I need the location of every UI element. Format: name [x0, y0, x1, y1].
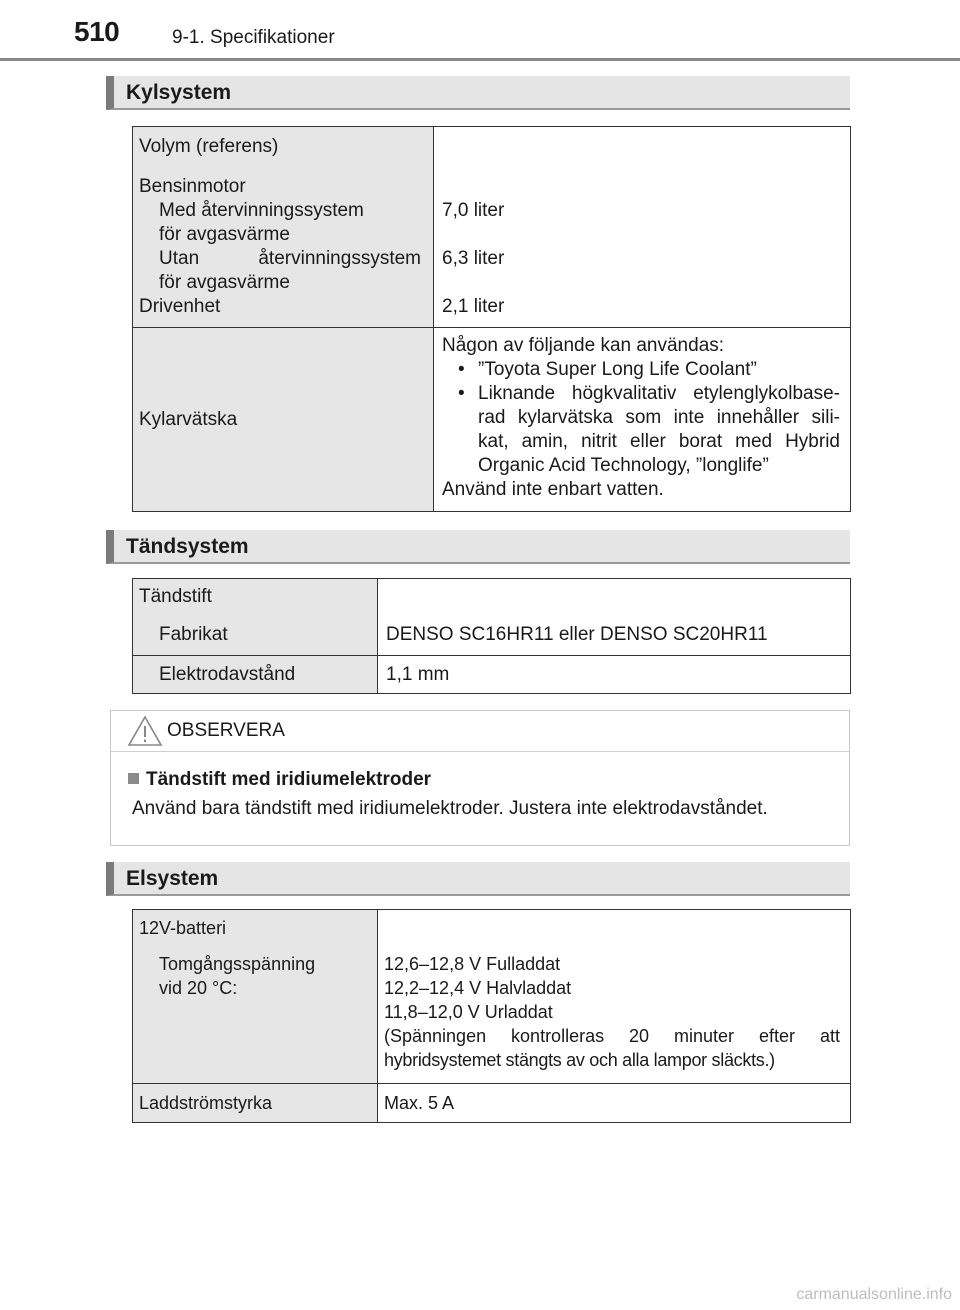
notice-item-text: Använd bara tändstift med iridiumelektroder. Justera inte elektrodavståndet.: [132, 798, 768, 819]
coolant-value-cell: [434, 328, 851, 512]
watermark: carmanualsonline.info: [796, 1286, 952, 1303]
gap-label-cell: [133, 656, 378, 694]
drive-unit-value: 2,1 liter: [442, 296, 505, 317]
section-cooling: [106, 76, 850, 110]
with-recovery-value: 7,0 liter: [442, 200, 505, 221]
cooling-volume-value-cell: [434, 127, 851, 328]
section-ignition-title: Tändsystem: [126, 535, 249, 558]
spark-plug-value-cell: [378, 579, 851, 656]
idle-voltage-label: Tomgångsspänning: [159, 954, 316, 974]
coolant-warning: Använd inte enbart vatten.: [442, 479, 664, 500]
chapter-title: 9-1. Specifikationer: [172, 27, 335, 48]
notice-header: [111, 711, 849, 752]
spark-plug-label: Tändstift: [139, 586, 212, 607]
gap-value: 1,1 mm: [386, 663, 450, 685]
idle-voltage-label-2: vid 20 °C:: [159, 978, 238, 998]
voltage-note-line-2: hybridsystemet stängts av och alla lampor släckts.): [384, 1050, 775, 1070]
page-number: 510: [74, 16, 120, 47]
battery-label-cell: [133, 910, 378, 1084]
cooling-table: [132, 126, 851, 512]
charge-value: Max. 5 A: [384, 1093, 455, 1113]
notice-box: [110, 710, 850, 846]
charge-label-cell: [133, 1084, 378, 1123]
spark-plug-label-cell: [133, 579, 378, 656]
charge-value-cell: [378, 1084, 851, 1123]
battery-label: 12V-batteri: [139, 918, 227, 938]
coolant-bullet-2-line-2: rad kylarvätska som inte innehåller sili-: [478, 407, 840, 428]
table-row: [133, 656, 851, 694]
coolant-bullet-1-text: ”Toyota Super Long Life Coolant”: [478, 359, 757, 380]
voltage-half: 12,2–12,4 V Halvladdat: [384, 978, 572, 998]
charge-label: Laddströmstyrka: [139, 1093, 273, 1113]
with-recovery-label: Med återvinningssystem: [159, 200, 364, 221]
bullet-icon: •: [458, 383, 465, 404]
coolant-bullet-2-line-4: Organic Acid Technology, ”longlife”: [478, 455, 769, 476]
voltage-note-line-1: (Spänningen kontrolleras 20 minuter efter att: [384, 1026, 840, 1046]
coolant-bullet-2: [442, 382, 840, 478]
without-recovery-label: Utan återvinningssystem: [159, 248, 421, 269]
section-electrical-title: Elsystem: [126, 867, 219, 890]
notice-title: OBSERVERA: [167, 720, 285, 741]
header-rule: [0, 58, 960, 61]
battery-value-cell: [378, 910, 851, 1084]
table-row: [133, 1084, 851, 1123]
bullet-icon: •: [458, 359, 465, 380]
petrol-engine-label: Bensinmotor: [139, 176, 246, 197]
coolant-bullet-2-line-3: kat, amin, nitrit eller borat med Hybrid: [478, 431, 840, 452]
without-recovery-label-2: för avgasvärme: [159, 272, 290, 293]
table-row: [133, 910, 851, 1084]
cooling-volume-label-cell: [133, 127, 434, 328]
section-ignition: [106, 530, 850, 564]
drive-unit-label: Drivenhet: [139, 296, 221, 317]
table-row: [133, 579, 851, 656]
make-label: Fabrikat: [159, 624, 228, 645]
volume-label: Volym (referens): [139, 136, 279, 157]
table-row: [133, 328, 851, 512]
voltage-empty: 11,8–12,0 V Urladdat: [384, 1002, 553, 1022]
coolant-bullet-1: [442, 358, 840, 382]
warning-icon: [127, 714, 163, 748]
ignition-table: [132, 578, 851, 694]
table-row: [133, 127, 851, 328]
electrical-table: [132, 909, 851, 1123]
make-value: DENSO SC16HR11 eller DENSO SC20HR11: [386, 624, 768, 645]
without-recovery-value: 6,3 liter: [442, 248, 505, 269]
coolant-intro: Någon av följande kan användas:: [442, 335, 725, 356]
gap-value-cell: [378, 656, 851, 694]
voltage-full: 12,6–12,8 V Fulladdat: [384, 954, 561, 974]
coolant-bullet-2-line-1: Liknande högkvalitativ etylenglykolbase-: [478, 383, 840, 404]
section-electrical: [106, 862, 850, 896]
with-recovery-label-2: för avgasvärme: [159, 224, 290, 245]
coolant-label: Kylarvätska: [139, 408, 238, 430]
coolant-label-cell: [133, 328, 434, 512]
gap-label: Elektrodavstånd: [159, 663, 296, 685]
notice-item-title: Tändstift med iridiumelektroder: [146, 769, 432, 790]
section-cooling-title: Kylsystem: [126, 81, 232, 104]
